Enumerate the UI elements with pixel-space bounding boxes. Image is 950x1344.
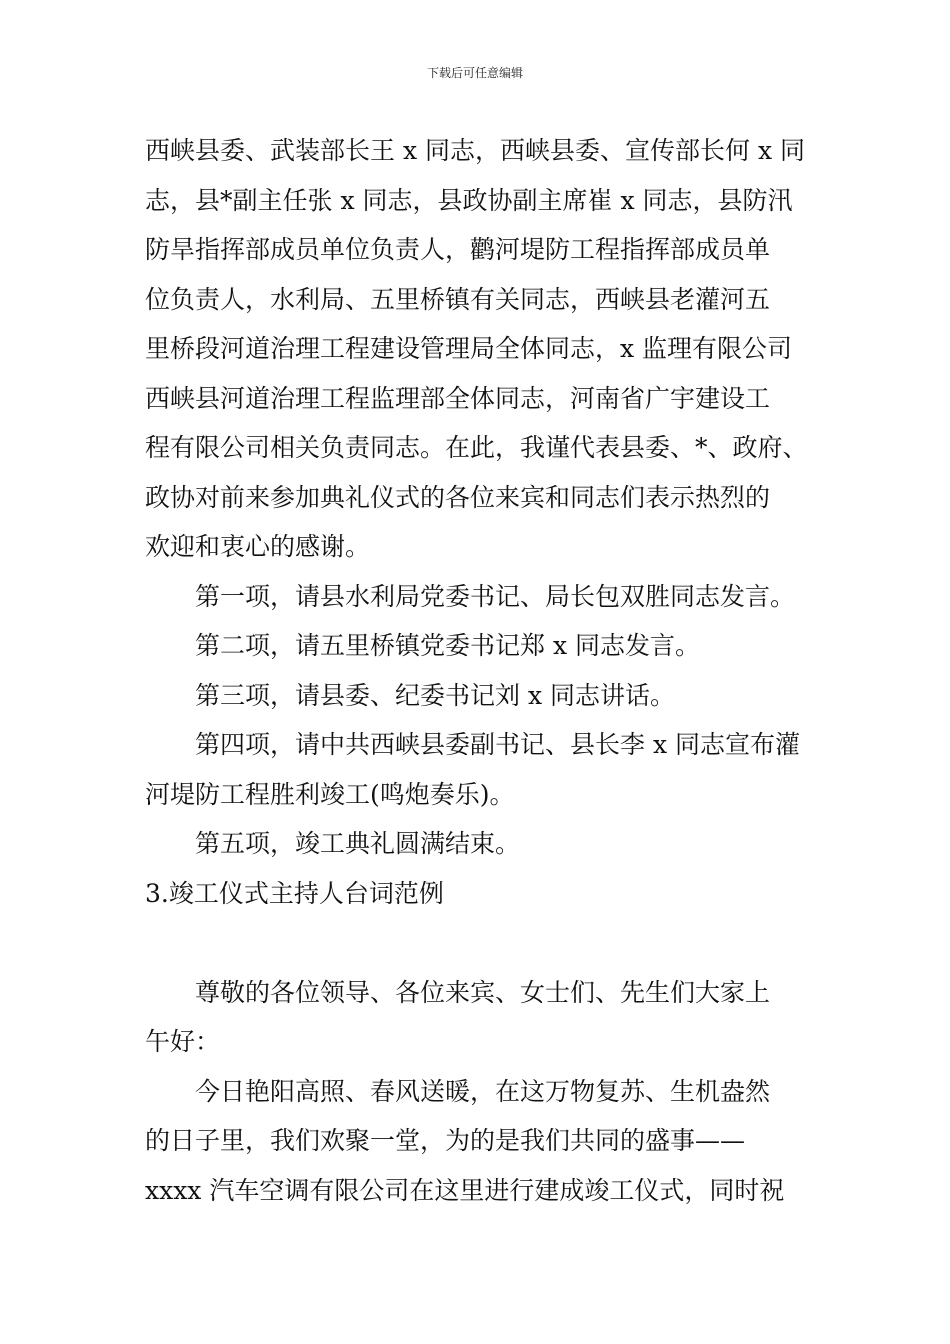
- text-line: 里桥段河道治理工程建设管理局全体同志，x 监理有限公司: [145, 334, 793, 363]
- text-line: 第三项，请县委、纪委书记刘 x 同志讲话。: [195, 680, 675, 710]
- text-line: 位负责人，水利局、五里桥镇有关同志，西峡县老灌河五: [145, 284, 771, 314]
- text-line: 程有限公司相关负责同志。在此，我谨代表县委、*、政府、: [145, 433, 808, 462]
- text-line: 欢迎和衷心的感谢。: [145, 532, 371, 561]
- text-line: 午好：: [145, 1027, 221, 1056]
- text-line: xxxx 汽车空调有限公司在这里进行建成竣工仪式，同时祝: [145, 1175, 785, 1205]
- blank-line: [145, 918, 815, 968]
- text-line: 政协对前来参加典礼仪式的各位来宾和同志们表示热烈的: [145, 482, 771, 512]
- text-line: 西峡县河道治理工程监理部全体同志，河南省广宇建设工: [145, 383, 771, 413]
- text-line: 西峡县委、武装部长王 x 同志，西峡县委、宣传部长何 x 同: [145, 136, 805, 165]
- text-line: 河堤防工程胜利竣工(鸣炮奏乐)。: [145, 779, 515, 809]
- text-line: 防旱指挥部成员单位负责人，鹳河堤防工程指挥部成员单: [145, 235, 771, 264]
- text-line: 志，县*副主任张 x 同志，县政协副主席崔 x 同志，县防汛: [145, 185, 793, 215]
- page-header-note: 下载后可任意编辑: [426, 66, 523, 80]
- text-line: 今日艳阳高照、春风送暖，在这万物复苏、生机盎然: [195, 1076, 771, 1106]
- document-body: [145, 126, 815, 1215]
- text-line: 第二项，请五里桥镇党委书记郑 x 同志发言。: [195, 631, 700, 660]
- text-line: 的日子里，我们欢聚一堂，为的是我们共同的盛事——: [145, 1126, 746, 1155]
- text-line: 3.竣工仪式主持人台词范例: [145, 878, 444, 908]
- text-line: 第五项，竣工典礼圆满结束。: [195, 829, 521, 858]
- text-line: 第四项，请中共西峡县委副书记、县长李 x 同志宣布灌: [195, 730, 800, 759]
- text-line: 尊敬的各位领导、各位来宾、女士们、先生们大家上: [195, 977, 771, 1007]
- text-line: 第一项，请县水利局党委书记、局长包双胜同志发言。: [195, 581, 796, 611]
